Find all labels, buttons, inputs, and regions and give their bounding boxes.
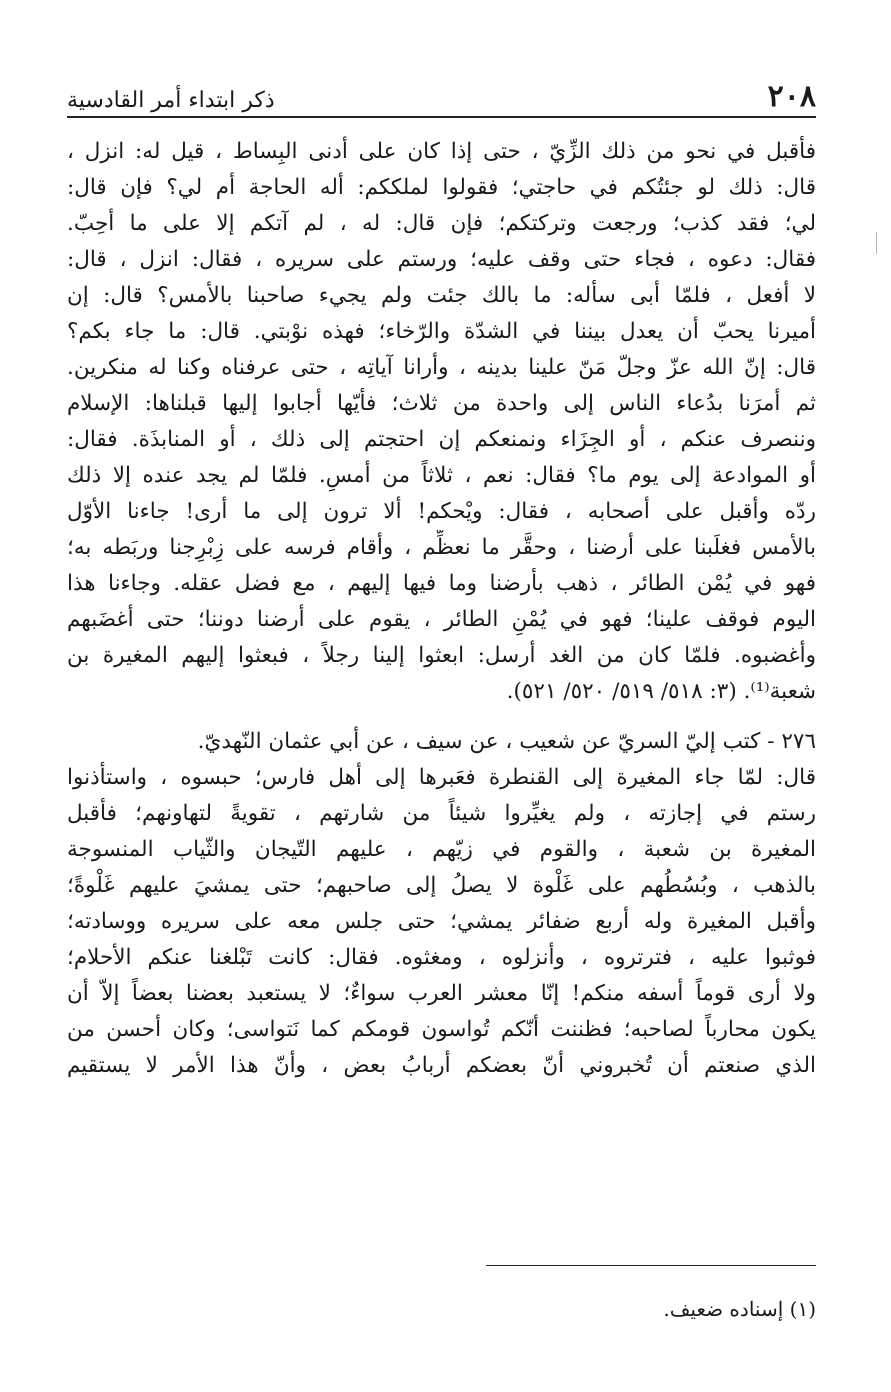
body-text [67, 134, 816, 1084]
text-line: ثم أمرَنا بدُعاء الناس إلى واحدة من ثلاث؛ فأيّها أجابوا إليها قبلناها: الإسلام [67, 391, 816, 416]
header-rule [67, 116, 816, 118]
text-line: اليوم فوقف علينا؛ فهو في يُمْنِ الطائر ، يقوم على أرضنا دوننا؛ حتى أغضَبهم [67, 607, 816, 632]
text-line: ٢٧٦ - كتب إليّ السريّ عن شعيب ، عن سيف ، عن أبي عثمان النّهديّ. [197, 729, 816, 754]
text-line: فأقبل في نحو من ذلك الزِّيّ ، حتى إذا كان على أدنى البِساط ، قيل له: انزل ، [67, 139, 816, 164]
footnote-marker: (١) [789, 1297, 816, 1321]
text-line: بالأمس فغلَبنا على أرضنا ، وحقَّر ما نعظِّم ، وأقام فرسه على زِبْرِجنا وربَطه به؛ [67, 535, 816, 560]
text-line: ردّه وأقبل على أصحابه ، فقال: ويْحكم! ألا ترون إلى ما أرى! جاءنا الأوّل [67, 499, 816, 524]
text-line: فهو في يُمْن الطائر ، ذهب بأرضنا وما فيها إليهم ، مع فضل عقله. وجاءنا هذا [67, 571, 816, 596]
text-line: الذي صنعتم أن تُخبروني أنّ بعضكم أربابُ بعض ، وأنّ هذا الأمر لا يستقيم [67, 1053, 816, 1078]
page-header [67, 68, 816, 112]
text-line: وأغضبوه. فلمّا كان من الغد أرسل: ابعثوا إلينا رجلاً ، فبعثوا إليهم المغيرة بن [67, 643, 816, 668]
text-line: شعبة⁽¹⁾. (٣: ٥١٨/ ٥١٩/ ٥٢٠/ ٥٢١). [506, 679, 816, 704]
text-line: وننصرف عنكم ، أو الجِزَاء ونمنعكم إن احتجتم إلى ذلك ، أو المنابذَة. فقال: [67, 427, 816, 452]
footnote-text: إسناده ضعيف. [663, 1297, 784, 1321]
text-line: لي؛ فقد كذب؛ ورجعت وتركتكم؛ فإن قال: له ، لم آتكم إلا على ما أحِبّ. [67, 211, 816, 236]
footnote [67, 1296, 816, 1322]
page-number: ٢٠٨ [767, 79, 816, 114]
text-line: قال: إنّ الله عزّ وجلّ مَنّ علينا بدينه ، وأرانا آياتِه ، حتى عرفناه وكنا له منكرين. [67, 355, 816, 380]
text-line: ولا أرى قوماً أسفه منكم! إنّا معشر العرب سواءٌ؛ لا يستعبد بعضنا بعضاً إلاّ أن [67, 981, 816, 1006]
text-line: فقال: دعوه ، فجاء حتى وقف عليه؛ ورستم على سريره ، فقال: انزل ، قال: [67, 247, 816, 272]
running-title: ذكر ابتداء أمر القادسية [67, 88, 275, 113]
text-line: المغيرة بن شعبة ، والقوم في زيّهم ، عليهم التّيجان والثّياب المنسوجة [67, 837, 816, 862]
text-line: أميرنا يحبّ أن يعدل بيننا في الشدّة والرّخاء؛ فهذه نوْبتي. قال: ما جاء بكم؟ [67, 319, 816, 344]
text-line: بالذهب ، وبُسُطُهم على غَلْوة لا يصلُ إلى صاحبهم؛ حتى يمشيَ عليهم غَلْوةً؛ [67, 873, 816, 898]
footnote-rule [486, 1265, 816, 1266]
text-line: قال: ذلك لو جئتُكم في حاجتي؛ فقولوا لملككم: أله الحاجة أم لي؟ فإن قال: [67, 175, 816, 200]
text-line: فوثبوا عليه ، فترتروه ، وأنزلوه ، ومغثوه. فقال: كانت تَبْلغنا عنكم الأحلام؛ [67, 945, 816, 970]
text-line: رستم في إجازته ، ولم يغيِّروا شيئاً من شارتهم ، تقويةً لتهاونهم؛ فأقبل [67, 801, 816, 826]
text-line: أو الموادعة إلى يوم ما؟ فقال: نعم ، ثلاثاً من أمسِ. فلمّا لم يجد عنده إلا ذلك [67, 463, 816, 488]
text-line: يكون محارباً لصاحبه؛ فظننت أنّكم تُواسون قومكم كما نَتواسى؛ وكان أحسن من [67, 1017, 816, 1042]
text-line: قال: لمّا جاء المغيرة إلى القنطرة فعَبرها إلى أهل فارس؛ حبسوه ، واستأذنوا [67, 765, 816, 790]
text-line: لا أفعل ، فلمّا أبى سأله: ما بالك جئت ولم يجيء صاحبنا بالأمس؟ قال: إن [67, 283, 816, 308]
text-line: وأقبل المغيرة وله أربع ضفائر يمشي؛ حتى جلس معه على سريره ووسادته؛ [67, 909, 816, 934]
paragraph-gap [67, 710, 816, 724]
margin-mark [873, 232, 877, 254]
